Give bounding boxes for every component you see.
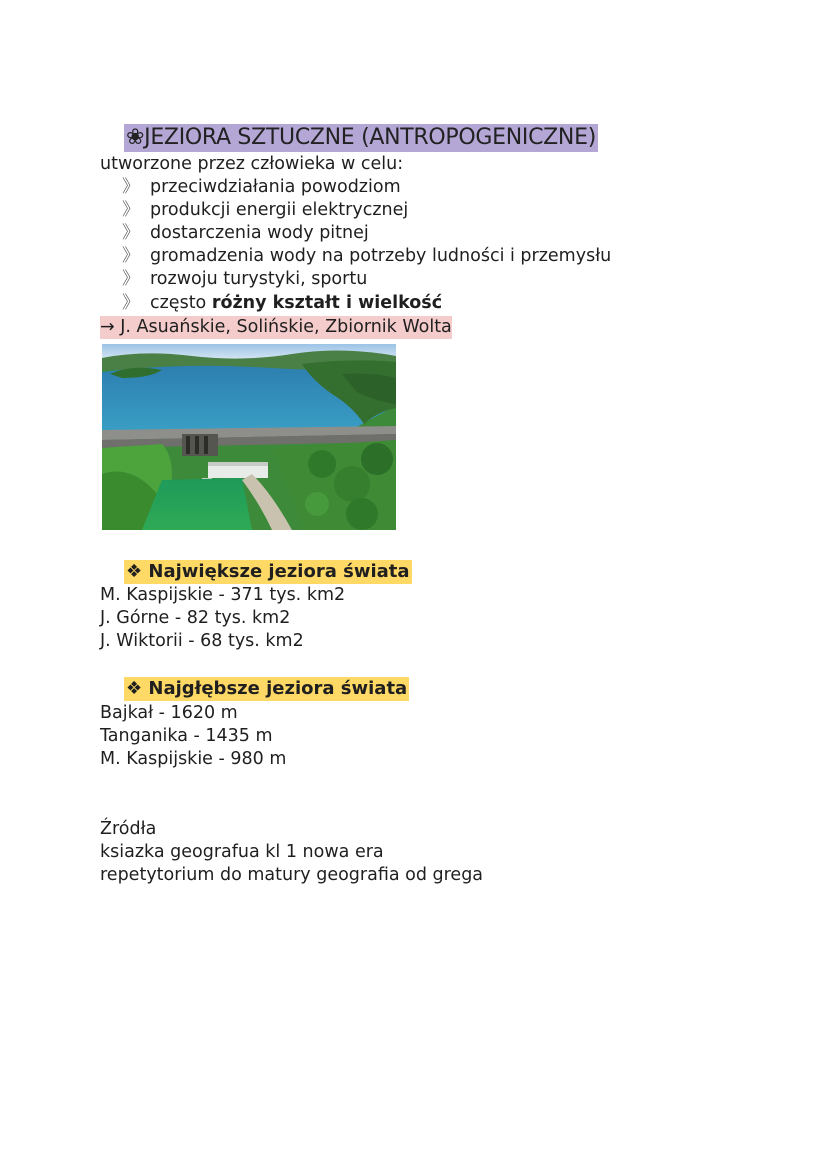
bullet-marker: 》	[122, 246, 140, 266]
bullet-marker: 》	[122, 269, 140, 289]
bullet-marker: 》	[122, 177, 140, 197]
bullet-marker: 》	[122, 200, 140, 220]
bullet-marker: 》	[122, 223, 140, 243]
list-item-text: produkcji energii elektrycznej	[150, 200, 409, 220]
examples-line: → J. Asuańskie, Solińskie, Zbiornik Wolta	[100, 317, 452, 337]
largest-lakes-heading: ❖ Największe jeziora świata	[126, 561, 410, 582]
list-item-text: przeciwdziałania powodziom	[150, 177, 401, 197]
bullet-marker: 》	[122, 293, 140, 313]
list-item: M. Kaspijskie - 371 tys. km2	[100, 585, 346, 605]
list-item	[122, 176, 401, 199]
section-title: ❀JEZIORA SZTUCZNE (ANTROPOGENICZNE)	[126, 125, 596, 150]
source-item: repetytorium do matury geografia od grega	[100, 865, 484, 885]
list-item	[122, 222, 369, 245]
list-item: J. Górne - 82 tys. km2	[100, 608, 291, 628]
sources-heading: Źródła	[100, 819, 157, 839]
list-item-bold-text: różny kształt i wielkość	[211, 293, 443, 313]
deepest-lakes-heading: ❖ Najgłębsze jeziora świata	[126, 678, 408, 699]
list-item	[122, 199, 408, 222]
list-item: M. Kaspijskie - 980 m	[100, 749, 287, 769]
list-item: J. Wiktorii - 68 tys. km2	[100, 631, 304, 651]
list-item: Bajkał - 1620 m	[100, 703, 238, 723]
list-item	[122, 245, 611, 268]
list-item-text: dostarczenia wody pitnej	[150, 223, 369, 243]
list-item	[122, 292, 442, 315]
list-item-text: rozwoju turystyki, sportu	[150, 269, 368, 289]
dam-reservoir-photo	[102, 344, 396, 530]
source-item: ksiazka geografua kl 1 nowa era	[100, 842, 384, 862]
intro-text: utworzone przez człowieka w celu:	[100, 154, 404, 174]
list-item-text: gromadzenia wody na potrzeby ludności i przemysłu	[150, 246, 612, 266]
list-item-text: często	[150, 293, 212, 313]
list-item: Tanganika - 1435 m	[100, 726, 273, 746]
list-item	[122, 268, 367, 291]
